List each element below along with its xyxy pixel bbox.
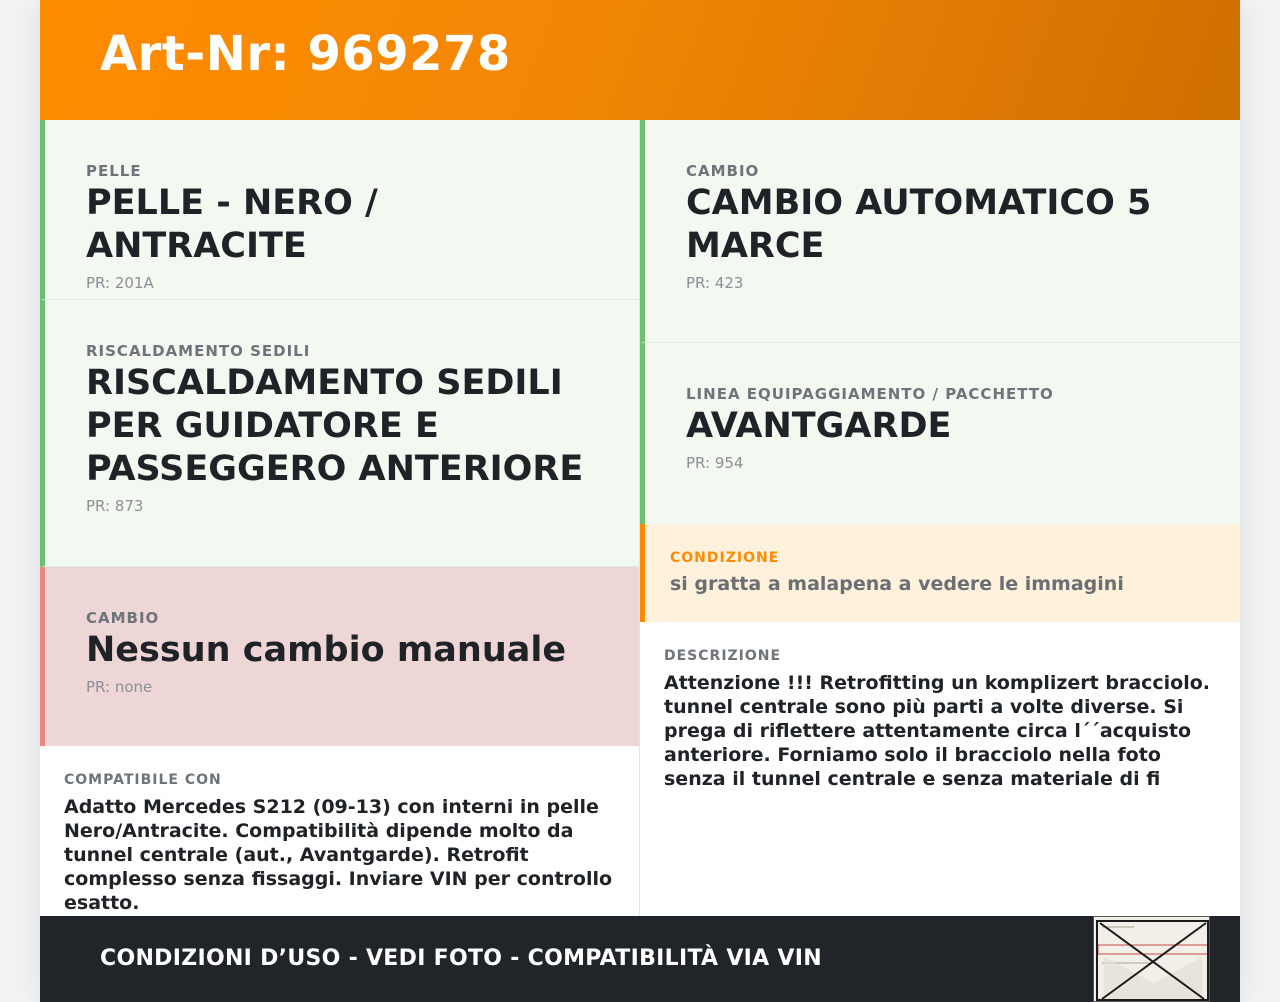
feature-card-gearbox	[640, 120, 1240, 343]
feature-value: CAMBIO AUTOMATICO 5 MARCE	[686, 183, 1152, 266]
document-envelope-icon	[1094, 917, 1210, 1002]
feature-pr-code: PR: 201A	[86, 274, 154, 292]
feature-category: LINEA EQUIPAGGIAMENTO / PACCHETTO	[686, 385, 1054, 403]
description-label: DESCRIZIONE	[664, 648, 782, 664]
compatibility-text: Adatto Mercedes S212 (09-13) con interni in pelle Nero/Antracite. Compatibilità dipende molto da tunnel centrale (aut., Avantgarde). Retrofit complesso senza fissaggi. Inviare VIN per controllo esatto.	[64, 796, 613, 914]
feature-value: PELLE - NERO / ANTRACITE	[86, 183, 378, 266]
footer-bar	[40, 916, 1240, 1002]
feature-card-equipment-line	[640, 343, 1240, 524]
feature-card-leather	[40, 120, 639, 300]
article-header	[40, 0, 1240, 120]
feature-category: CAMBIO	[686, 162, 760, 180]
feature-pr-code: PR: none	[86, 678, 153, 696]
description-section	[640, 622, 1240, 916]
right-column	[640, 120, 1240, 916]
feature-value: RISCALDAMENTO SEDILI PER GUIDATORE E PASSEGGERO ANTERIORE	[86, 363, 584, 489]
description-text: Attenzione !!! Retrofitting un komplizert bracciolo. tunnel centrale sono più parti a volte diverse. Si prega di riflettere attentamente circa l´´acquisto anteriore. Forniamo solo il bracciolo nella foto senza il tunnel centrale e senza materiale di fi	[664, 672, 1211, 790]
article-number-title: Art-Nr: 969278	[100, 26, 511, 82]
feature-value: Nessun cambio manuale	[86, 630, 567, 670]
condition-label: CONDIZIONE	[670, 550, 780, 566]
feature-pr-code: PR: 954	[686, 454, 744, 472]
feature-value: AVANTGARDE	[686, 406, 952, 446]
feature-category: PELLE	[86, 162, 142, 180]
compatibility-section	[40, 746, 639, 916]
compatibility-label: COMPATIBILE CON	[64, 772, 222, 788]
feature-category: CAMBIO	[86, 609, 160, 627]
feature-pr-code: PR: 423	[686, 274, 744, 292]
left-column	[40, 120, 640, 916]
feature-category: RISCALDAMENTO SEDILI	[86, 342, 311, 360]
article-sheet	[40, 0, 1240, 1002]
condition-box	[640, 524, 1240, 622]
vehicle-document-photo-icon[interactable]	[1093, 916, 1210, 1002]
condition-text: si gratta a malapena a vedere le immagini	[670, 573, 1124, 595]
feature-pr-code: PR: 873	[86, 497, 144, 515]
feature-card-no-manual-gearbox	[40, 567, 639, 746]
feature-card-seat-heating	[40, 300, 639, 567]
footer-text: CONDIZIONI D’USO - VEDI FOTO - COMPATIBILITÀ VIA VIN	[100, 946, 822, 971]
